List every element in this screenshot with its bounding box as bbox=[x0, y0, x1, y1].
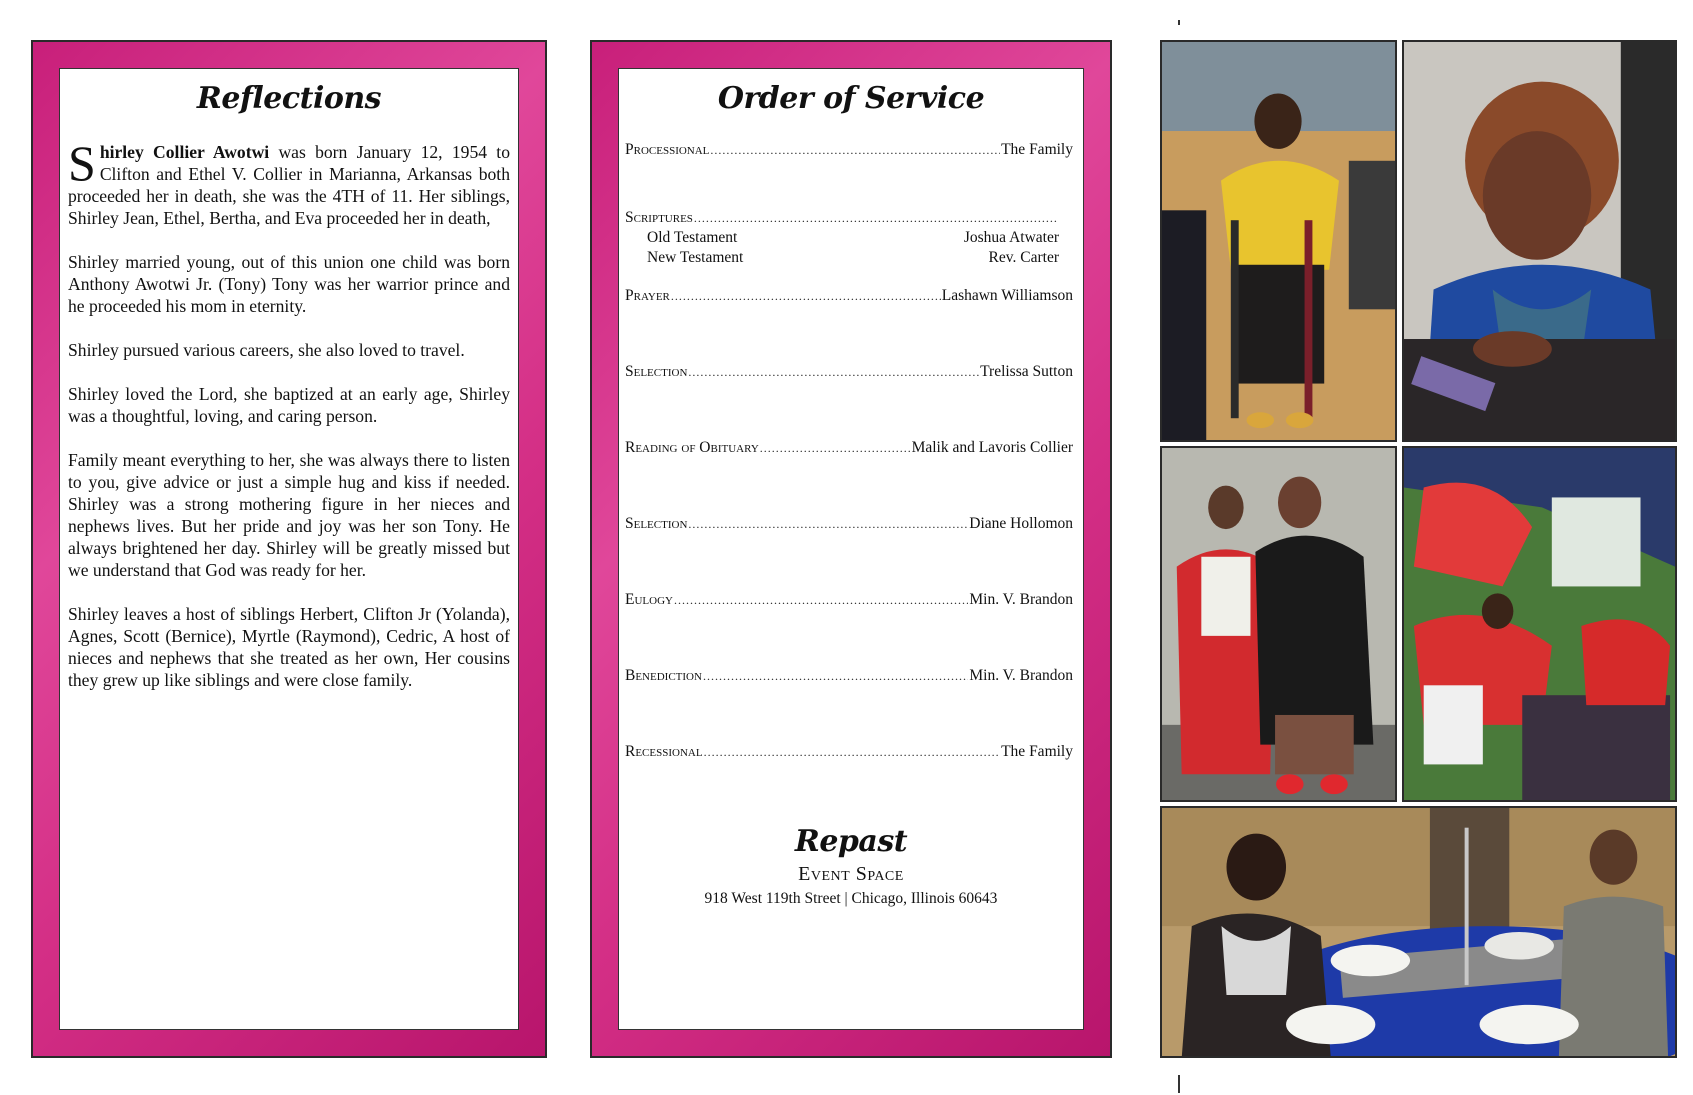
service-person: Min. V. Brandon bbox=[969, 591, 1073, 608]
order-of-service-content bbox=[618, 68, 1084, 1030]
photo-two-women-seated bbox=[1160, 446, 1397, 802]
dot-leader bbox=[710, 143, 1000, 158]
reflections-paragraph-4: Shirley loved the Lord, she baptized at an early age, Shirley was a thoughtful, loving, and caring person. bbox=[68, 384, 510, 426]
photo-woman-with-walker bbox=[1160, 40, 1397, 442]
service-label: Processional bbox=[625, 141, 710, 158]
scripture-reader: Joshua Atwater bbox=[963, 229, 1059, 246]
dot-leader bbox=[704, 745, 1001, 760]
service-person: Min. V. Brandon bbox=[969, 667, 1073, 684]
service-label: Selection bbox=[625, 363, 688, 380]
reflections-paragraph-1 bbox=[68, 135, 510, 229]
service-person: The Family bbox=[1001, 743, 1073, 760]
reflections-paragraph-3: Shirley pursued various careers, she also loved to travel. bbox=[68, 340, 465, 360]
drop-cap: S bbox=[68, 135, 96, 191]
reflections-title: Reflections bbox=[196, 81, 382, 116]
dot-leader bbox=[703, 669, 968, 684]
service-label: Prayer bbox=[625, 287, 670, 304]
scripture-label: New Testament bbox=[647, 249, 744, 266]
photo-dinner-table bbox=[1160, 806, 1677, 1058]
deceased-name: hirley Collier Awotwi bbox=[99, 142, 270, 162]
service-label: Benediction bbox=[625, 667, 702, 684]
service-item-benediction bbox=[625, 667, 1073, 685]
service-item-reading-of-obituary bbox=[625, 439, 1073, 457]
service-person: Malik and Lavoris Collier bbox=[911, 439, 1073, 456]
order-of-service-title: Order of Service bbox=[717, 81, 985, 116]
reflections-panel bbox=[31, 40, 547, 1058]
reflections-paragraph-2: Shirley married young, out of this union one child was born Anthony Awotwi Jr. (Tony) Tony was her warrior prince and he proceeded his mom in eternity. bbox=[68, 252, 510, 316]
dot-leader bbox=[688, 517, 968, 532]
reflections-text bbox=[68, 135, 510, 713]
reflections-paragraph-6: Shirley leaves a host of siblings Herbert, Clifton Jr (Yolanda), Agnes, Scott (Bernice), Myrtle (Raymond), Cedric, A host of nieces and nephews that she treated as her own, Her cousins they grew up like siblings and were close family. bbox=[68, 604, 510, 690]
repast-title: Repast bbox=[794, 824, 908, 859]
service-label: Eulogy bbox=[625, 591, 673, 608]
dot-leader bbox=[671, 289, 941, 304]
service-item-recessional bbox=[625, 743, 1073, 761]
service-item-scriptures bbox=[625, 209, 1059, 227]
service-person: Trelissa Sutton bbox=[980, 363, 1073, 380]
service-item-eulogy bbox=[625, 591, 1073, 609]
scripture-old-testament bbox=[647, 229, 1059, 247]
photo-woman-in-blue bbox=[1402, 40, 1677, 442]
dot-leader bbox=[688, 365, 979, 380]
paragraph-1-text: was born January 12, 1954 to Clifton and Ethel V. Collier in Marianna, Arkansas both proceeded her in death, she was the 4TH of 11. Her siblings, Shirley Jean, Ethel, Bertha, and Eva proceeded her in death, bbox=[68, 142, 510, 228]
dot-leader bbox=[674, 593, 968, 608]
photo-outdoor-gathering bbox=[1402, 446, 1677, 802]
service-item-selection-1 bbox=[625, 363, 1073, 381]
order-of-service-panel bbox=[590, 40, 1112, 1058]
service-person: The Family bbox=[1001, 141, 1073, 158]
service-item-selection-2 bbox=[625, 515, 1073, 533]
service-label: Selection bbox=[625, 515, 688, 532]
service-item-processional bbox=[625, 141, 1073, 159]
service-person: Lashawn Williamson bbox=[941, 287, 1073, 304]
repast-venue: Event Space bbox=[798, 863, 904, 885]
dot-leader bbox=[760, 441, 911, 456]
repast-section bbox=[619, 824, 1083, 908]
scan-mark bbox=[1178, 20, 1180, 25]
service-item-prayer bbox=[625, 287, 1073, 305]
dot-leader bbox=[694, 211, 1058, 226]
scan-mark bbox=[1178, 1075, 1180, 1093]
repast-address: 918 West 119th Street | Chicago, Illinois 60643 bbox=[704, 890, 998, 907]
reflections-paragraph-5: Family meant everything to her, she was always there to listen to you, give advice or just a simple hug and kiss if needed. Shirley was a strong mothering figure in her nieces and nephews lives. But her pride and joy was her son Tony. He always brightened her day. Shirley will be greatly missed but we understand that God was ready for her. bbox=[68, 450, 510, 580]
service-label: Scriptures bbox=[625, 209, 693, 226]
service-label: Reading of Obituary bbox=[625, 439, 759, 456]
service-label: Recessional bbox=[625, 743, 703, 760]
scripture-reader: Rev. Carter bbox=[988, 249, 1059, 266]
service-person: Diane Hollomon bbox=[969, 515, 1073, 532]
reflections-content bbox=[59, 68, 519, 1030]
scripture-label: Old Testament bbox=[647, 229, 738, 246]
scripture-new-testament bbox=[647, 249, 1059, 267]
